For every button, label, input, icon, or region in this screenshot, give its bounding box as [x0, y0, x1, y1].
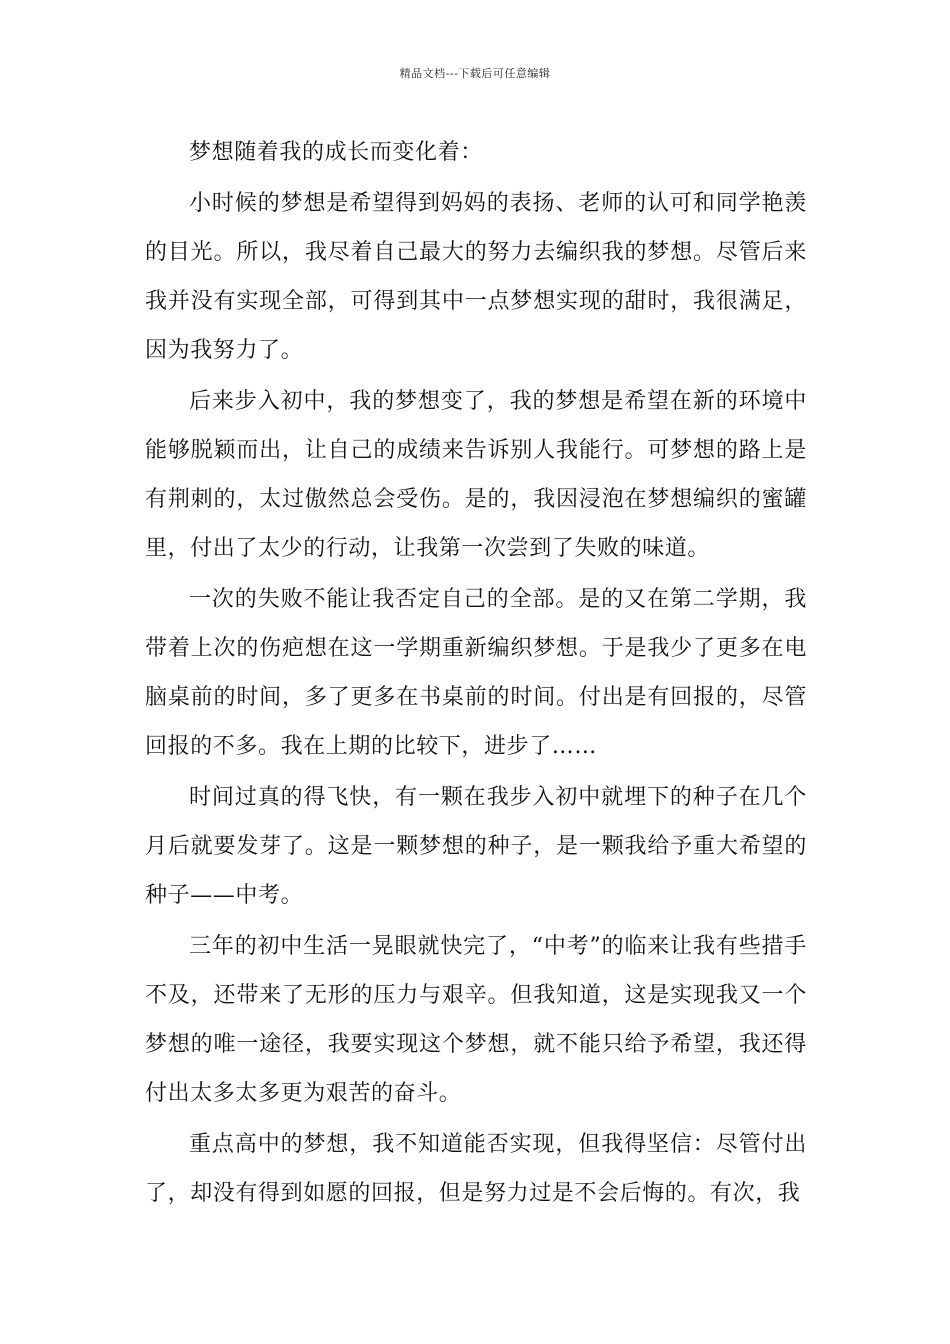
paragraph-5: 时间过真的得飞快，有一颗在我步入初中就埋下的种子在几个月后就要发芽了。这是一颗梦想的种子，是一颗我给予重大希望的种子——中考。	[145, 785, 807, 908]
paragraph-7: 重点高中的梦想，我不知道能否实现，但我得坚信：尽管付出了，却没有得到如愿的回报，但是努力过是不会后悔的。有次，我	[145, 1132, 807, 1206]
paragraph-2: 小时候的梦想是希望得到妈妈的表扬、老师的认可和同学艳羡的目光。所以，我尽着自己最大的努力去编织我的梦想。尽管后来我并没有实现全部，可得到其中一点梦想实现的甜时，我很满足，因为我努力了。	[145, 191, 807, 363]
paragraph-6: 三年的初中生活一晃眼就快完了，“中考”的临来让我有些措手不及，还带来了无形的压力与艰辛。但我知道，这是实现我又一个梦想的唯一途径，我要实现这个梦想，就不能只给予希望，我还得付出太多太多更为艰苦的奋斗。	[145, 934, 807, 1106]
page-header: 精品文档---下载后可任意编辑	[399, 67, 551, 80]
paragraph-1: 梦想随着我的成长而变化着：	[189, 140, 483, 165]
document-body	[145, 128, 807, 1218]
paragraph-4: 一次的失败不能让我否定自己的全部。是的又在第二学期，我带着上次的伤疤想在这一学期重新编织梦想。于是我少了更多在电脑桌前的时间，多了更多在书桌前的时间。付出是有回报的，尽管回报的不多。我在上期的比较下，进步了……	[145, 587, 807, 759]
paragraph-3: 后来步入初中，我的梦想变了，我的梦想是希望在新的环境中能够脱颖而出，让自己的成绩来告诉别人我能行。可梦想的路上是有荆刺的，太过傲然总会受伤。是的，我因浸泡在梦想编织的蜜罐里，付出了太少的行动，让我第一次尝到了失败的味道。	[145, 389, 807, 561]
